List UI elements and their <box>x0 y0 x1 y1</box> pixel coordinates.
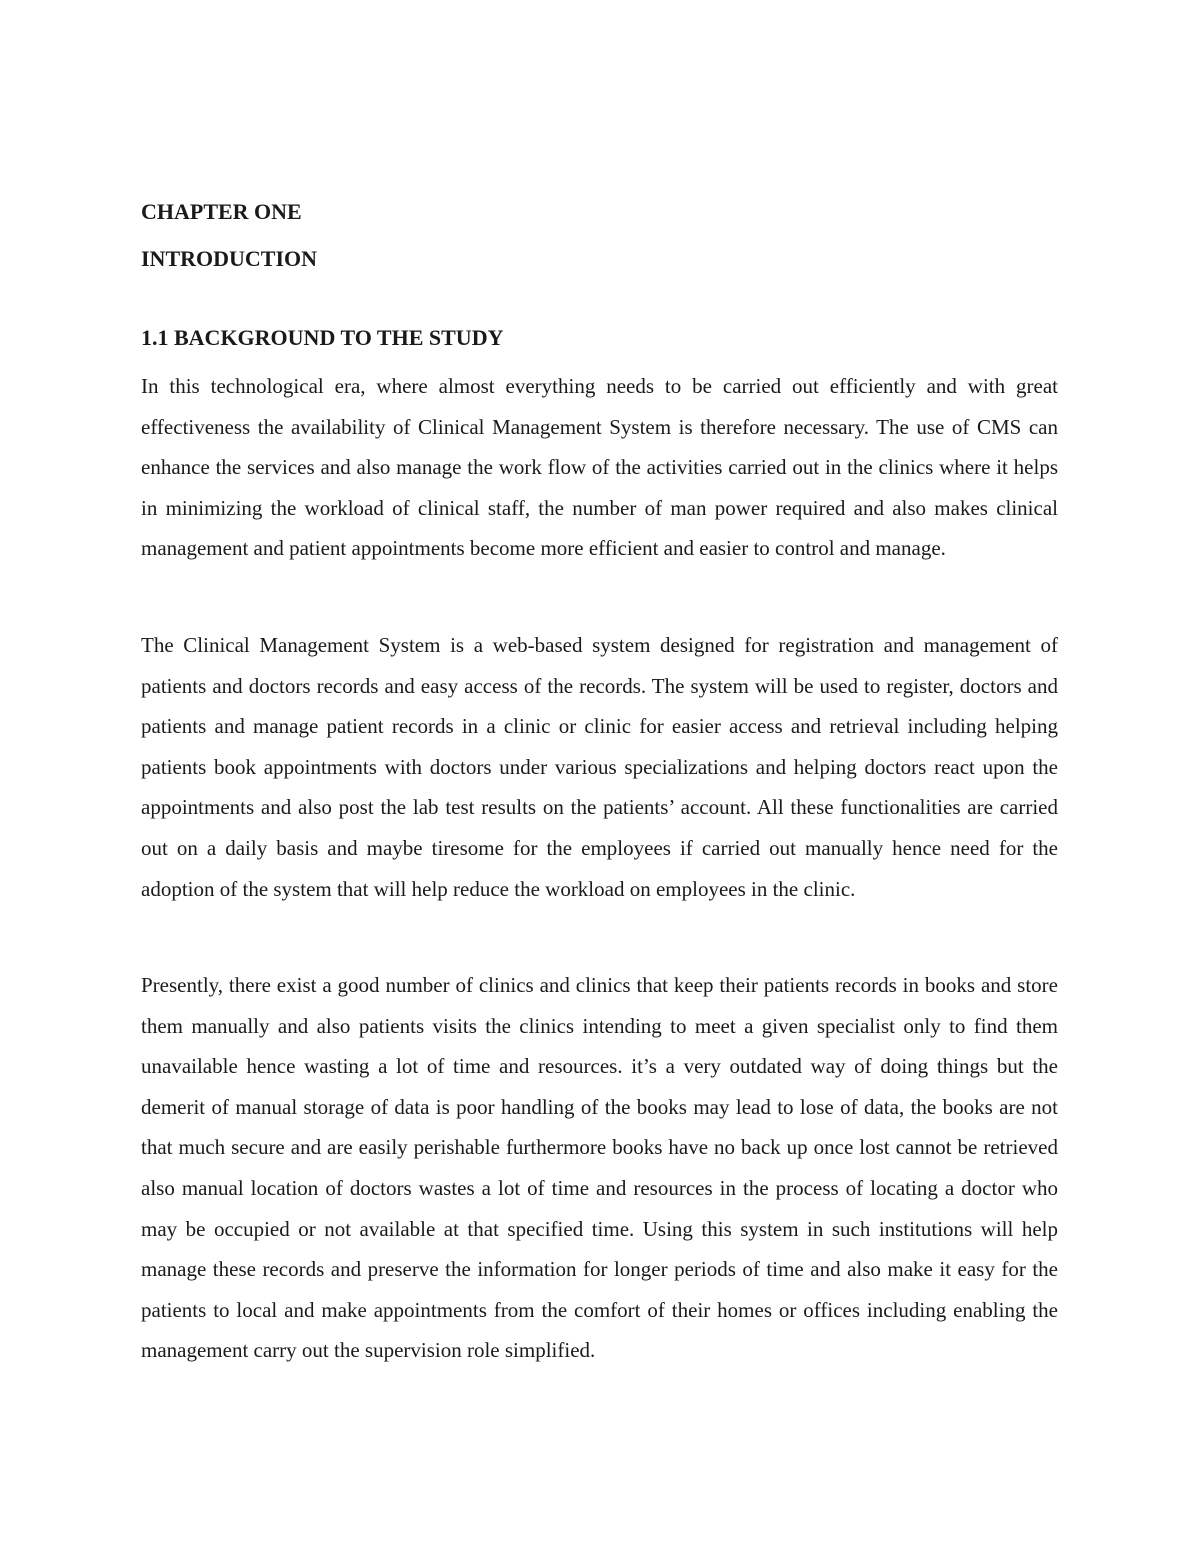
paragraph-3: Presently, there exist a good number of clinics and clinics that keep their patients records in books and store them manually and also patients visits the clinics intending to meet a given specialist only to find them unavailable hence wasting a lot of time and resources. it’s a very outdated way of doing things but the demerit of manual storage of data is poor handling of the books may lead to lose of data, the books are not that much secure and are easily perishable furthermore books have no back up once lost cannot be retrieved also manual location of doctors wastes a lot of time and resources in the process of locating a doctor who may be occupied or not available at that specified time. Using this system in such institutions will help manage these records and preserve the information for longer periods of time and also make it easy for the patients to local and make appointments from the comfort of their homes or offices including enabling the management carry out the supervision role simplified. <box>141 973 1058 1363</box>
section-heading: 1.1 BACKGROUND TO THE STUDY <box>141 325 504 350</box>
chapter-title: CHAPTER ONE <box>141 199 302 224</box>
paragraph-2: The Clinical Management System is a web-based system designed for registration and management of patients and doctors records and easy access of the records. The system will be used to register, doctors and patients and manage patient records in a clinic or clinic for easier access and retrieval including helping patients book appointments with doctors under various specializations and helping doctors react upon the appointments and also post the lab test results on the patients’ account. All these functionalities are carried out on a daily basis and maybe tiresome for the employees if carried out manually hence need for the adoption of the system that will help reduce the workload on employees in the clinic. <box>141 633 1058 901</box>
paragraph-1: In this technological era, where almost everything needs to be carried out efficiently and with great effectiveness the availability of Clinical Management System is therefore necessary. The use of CMS can enhance the services and also manage the work flow of the activities carried out in the clinics where it helps in minimizing the workload of clinical staff, the number of man power required and also makes clinical management and patient appointments become more efficient and easier to control and manage. <box>141 374 1058 561</box>
chapter-subtitle: INTRODUCTION <box>141 246 318 271</box>
